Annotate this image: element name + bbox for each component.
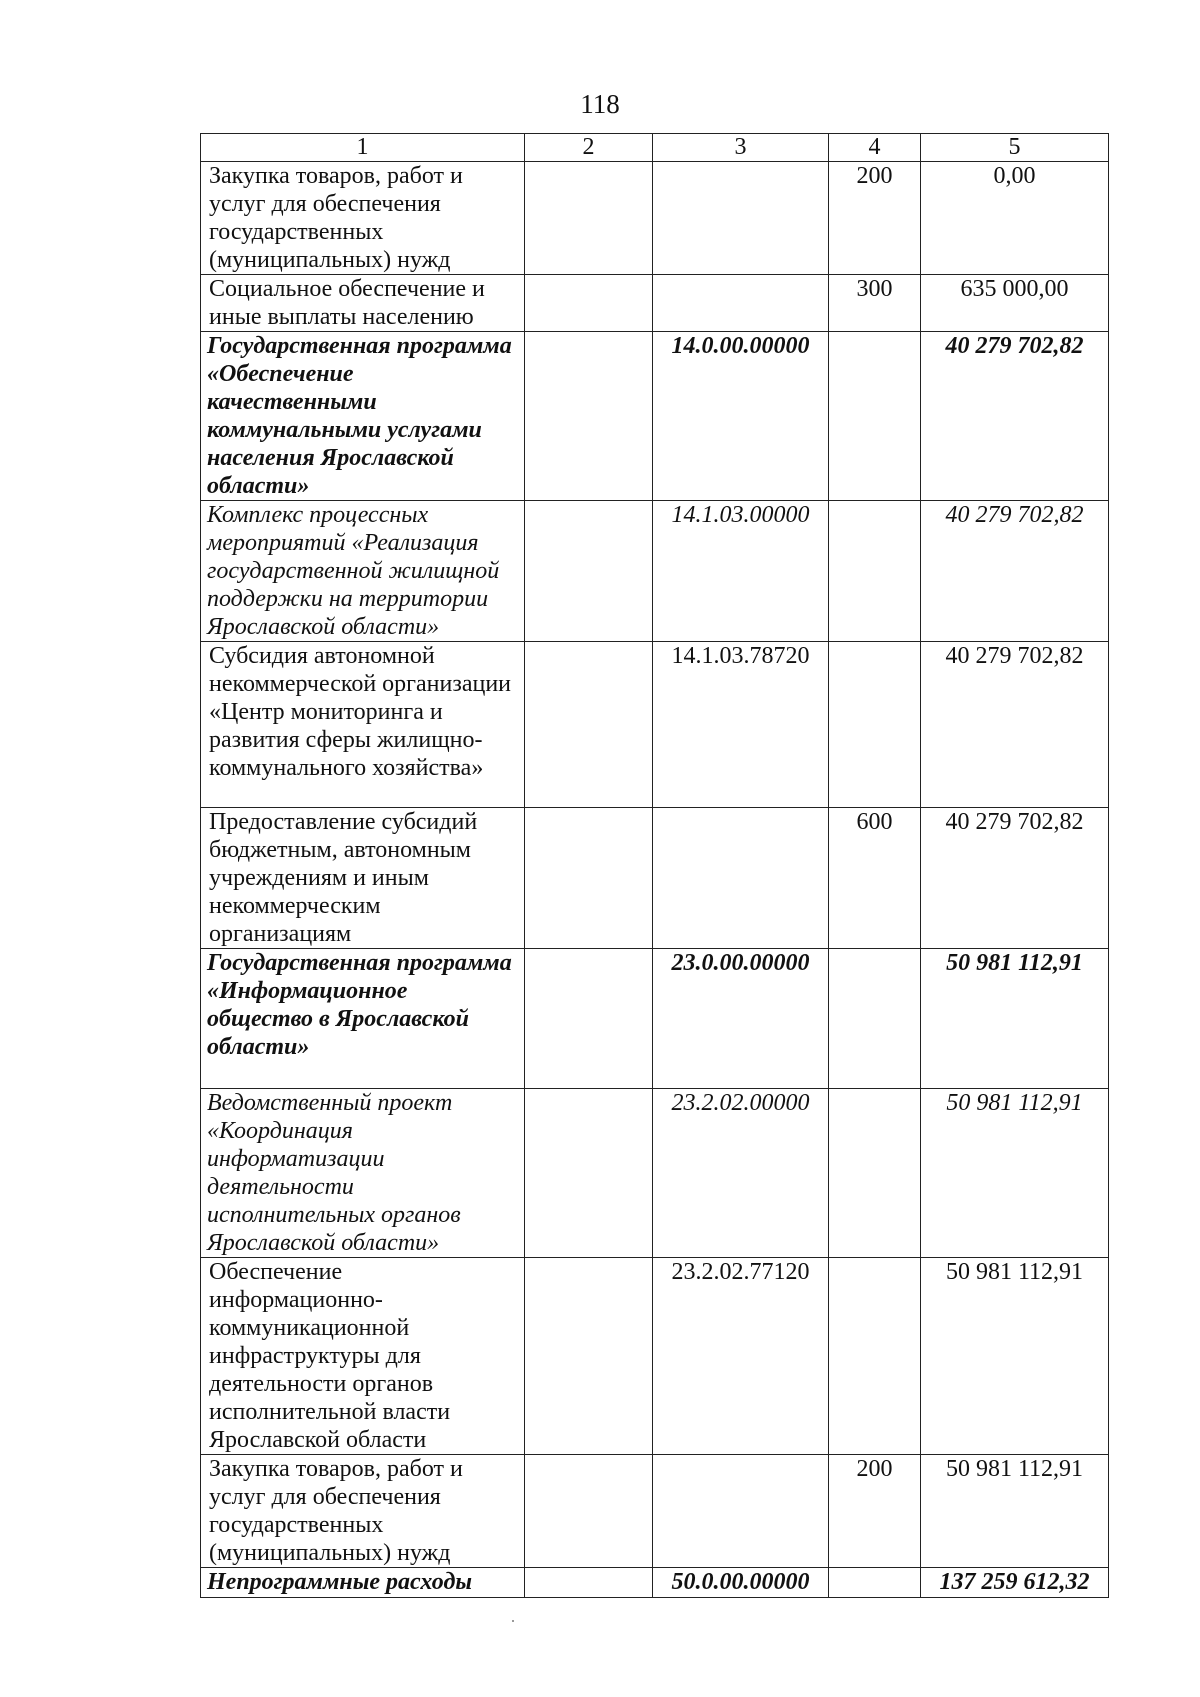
row-name: Государственная программа «Обеспечение качественными коммунальными услугами населения Ярославской области» (201, 332, 525, 501)
row-amount: 50 981 112,91 (921, 949, 1109, 1089)
header-row (201, 134, 1109, 162)
budget-table (200, 133, 1109, 1598)
table-row (201, 1089, 1109, 1258)
page-number: 118 (580, 89, 620, 119)
scan-speck (512, 1620, 514, 1622)
row-code (653, 1455, 829, 1568)
row-type (829, 642, 921, 808)
table-row (201, 162, 1109, 275)
header-cell-5: 5 (921, 134, 1109, 162)
table-row (201, 1455, 1109, 1568)
row-col2 (525, 949, 653, 1089)
header-cell-4: 4 (829, 134, 921, 162)
table-row (201, 642, 1109, 808)
row-type (829, 1258, 921, 1455)
row-name: Комплекс процессных мероприятий «Реализация государственной жилищной поддержки на территории Ярославской области» (201, 501, 525, 642)
row-name: Закупка товаров, работ и услуг для обеспечения государственных (муниципальных) нужд (201, 162, 525, 275)
table-row (201, 501, 1109, 642)
row-amount: 40 279 702,82 (921, 808, 1109, 949)
header-cell-1: 1 (201, 134, 525, 162)
row-code: 50.0.00.00000 (653, 1568, 829, 1598)
row-name: Предоставление субсидий бюджетным, автономным учреждениям и иным некоммерческим организациям (201, 808, 525, 949)
row-amount: 40 279 702,82 (921, 501, 1109, 642)
row-code: 14.1.03.00000 (653, 501, 829, 642)
row-col2 (525, 642, 653, 808)
row-code (653, 808, 829, 949)
row-col2 (525, 1258, 653, 1455)
row-amount: 137 259 612,32 (921, 1568, 1109, 1598)
row-name: Субсидия автономной некоммерческой организации «Центр мониторинга и развития сферы жилищно-коммунального хозяйства» (201, 642, 525, 808)
row-name: Ведомственный проект «Координация информатизации деятельности исполнительных органов Ярославской области» (201, 1089, 525, 1258)
header-cell-2: 2 (525, 134, 653, 162)
row-code: 23.2.02.77120 (653, 1258, 829, 1455)
row-type (829, 501, 921, 642)
row-name: Социальное обеспечение и иные выплаты населению (201, 275, 525, 332)
row-col2 (525, 332, 653, 501)
row-name: Государственная программа «Информационное общество в Ярославской области» (201, 949, 525, 1089)
row-amount: 635 000,00 (921, 275, 1109, 332)
row-code: 23.0.00.00000 (653, 949, 829, 1089)
row-type: 600 (829, 808, 921, 949)
row-amount: 50 981 112,91 (921, 1089, 1109, 1258)
row-col2 (525, 162, 653, 275)
row-code: 14.1.03.78720 (653, 642, 829, 808)
table-row (201, 1568, 1109, 1598)
row-name: Закупка товаров, работ и услуг для обеспечения государственных (муниципальных) нужд (201, 1455, 525, 1568)
row-type: 200 (829, 1455, 921, 1568)
row-type (829, 1568, 921, 1598)
row-amount: 0,00 (921, 162, 1109, 275)
table-row (201, 275, 1109, 332)
header-cell-3: 3 (653, 134, 829, 162)
row-type: 200 (829, 162, 921, 275)
table-row (201, 332, 1109, 501)
table-row (201, 808, 1109, 949)
row-type (829, 949, 921, 1089)
row-type (829, 332, 921, 501)
row-col2 (525, 501, 653, 642)
row-name: Непрограммные расходы (201, 1568, 525, 1598)
table-row (201, 1258, 1109, 1455)
row-name: Обеспечение информационно-коммуникационной инфраструктуры для деятельности органов исполнительной власти Ярославской области (201, 1258, 525, 1455)
row-col2 (525, 1455, 653, 1568)
row-type (829, 1089, 921, 1258)
row-code (653, 162, 829, 275)
table-row (201, 949, 1109, 1089)
row-type: 300 (829, 275, 921, 332)
row-amount: 40 279 702,82 (921, 642, 1109, 808)
row-amount: 40 279 702,82 (921, 332, 1109, 501)
row-code: 14.0.00.00000 (653, 332, 829, 501)
row-col2 (525, 1089, 653, 1258)
row-amount: 50 981 112,91 (921, 1258, 1109, 1455)
row-code (653, 275, 829, 332)
row-code: 23.2.02.00000 (653, 1089, 829, 1258)
row-col2 (525, 808, 653, 949)
row-amount: 50 981 112,91 (921, 1455, 1109, 1568)
row-col2 (525, 1568, 653, 1598)
row-col2 (525, 275, 653, 332)
